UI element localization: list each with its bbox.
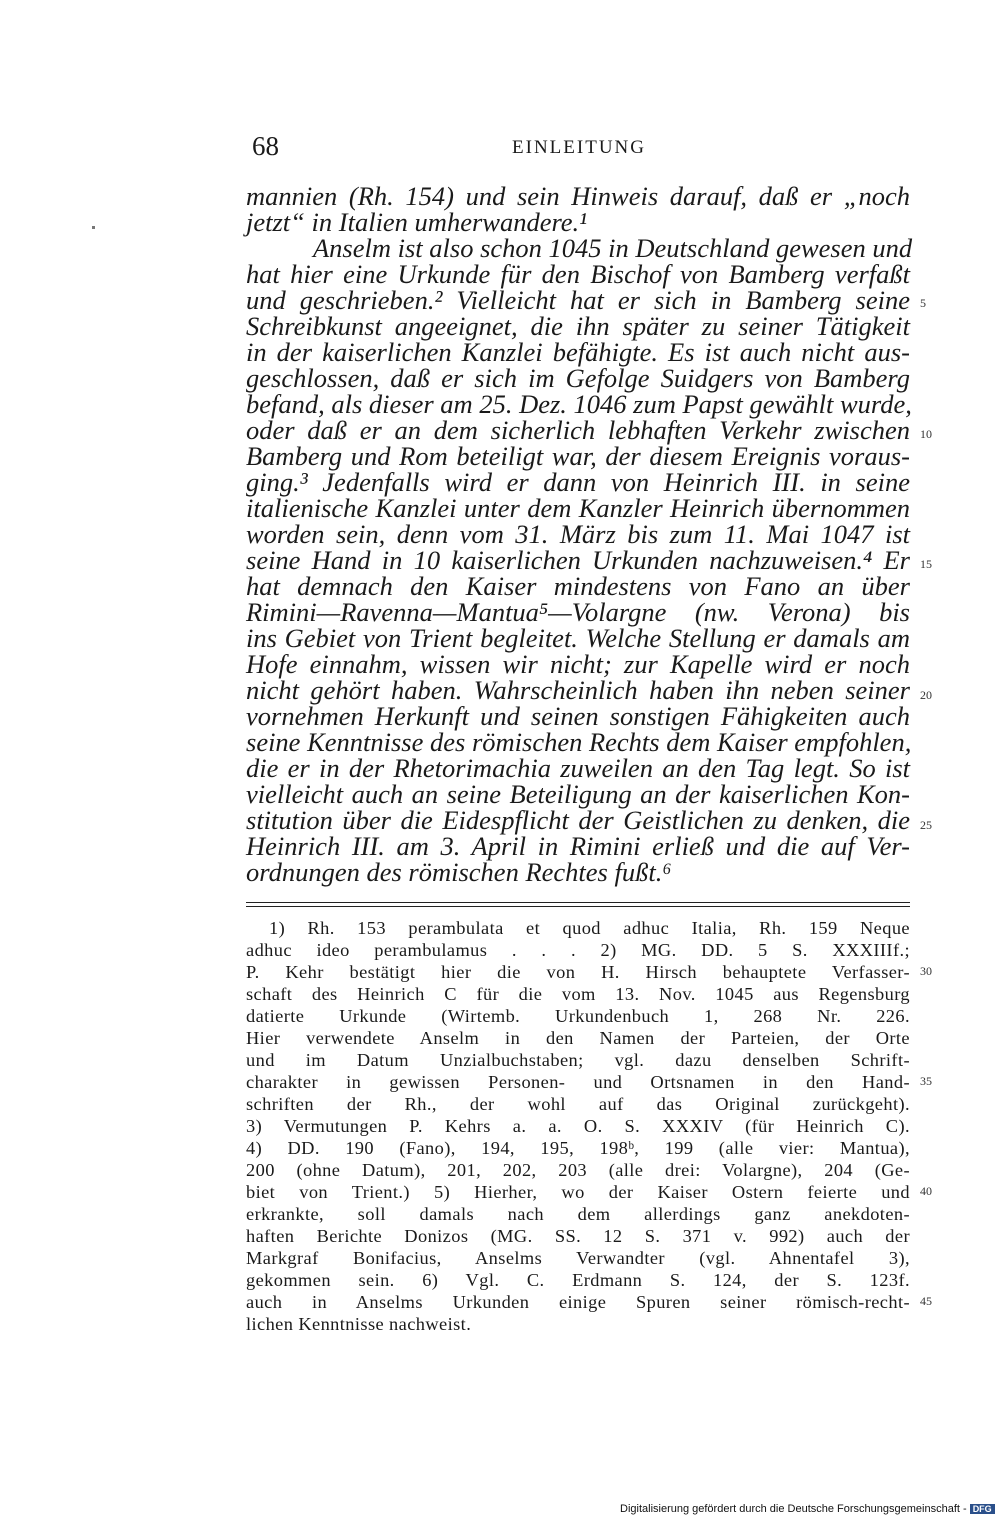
body-line: Anselm ist also schon 1045 in Deutschland gewesen und bbox=[313, 233, 913, 263]
body-line: oder daß er an dem sicherlich lebhaften Verkehr zwischen bbox=[246, 415, 910, 445]
body-line: geschlossen, daß er sich im Gefolge Suidgers von Bamberg bbox=[246, 363, 910, 393]
page-number: 68 bbox=[252, 131, 279, 161]
body-line: seine Hand in 10 kaiserlichen Urkunden nachzuweisen.⁴ Er bbox=[246, 545, 910, 575]
body-line: Schreibkunst angeeignet, die ihn später zu seiner Tätigkeit bbox=[246, 311, 910, 341]
body-line: ins Gebiet von Trient begleitet. Welche Stellung er damals am bbox=[246, 623, 910, 653]
footnote-line: 200 (ohne Datum), 201, 202, 203 (alle drei: Volargne), 204 (Ge- bbox=[246, 1160, 910, 1180]
footnote-line: Hier verwendete Anselm in den Namen der Parteien, der Orte bbox=[246, 1028, 910, 1048]
footnote-line: auch in Anselms Urkunden einige Spuren seiner römisch-recht- bbox=[246, 1292, 910, 1312]
footnote-line: haften Berichte Donizos (MG. SS. 12 S. 371 v. 992) auch der bbox=[246, 1226, 910, 1246]
footnote-line: P. Kehr bestätigt hier die von H. Hirsch behauptete Verfasser- bbox=[246, 962, 910, 982]
digitization-credit bbox=[620, 1503, 995, 1515]
footnote-line: adhuc ideo perambulamus . . . 2) MG. DD. 5 S. XXXIIIf.; bbox=[246, 940, 910, 960]
line-number: 20 bbox=[920, 688, 932, 702]
body-line: Hofe einnahm, wissen wir nicht; zur Kapelle wird er noch bbox=[246, 649, 910, 679]
body-line: vornehmen Herkunft und seinen sonstigen Fähigkeiten auch bbox=[246, 701, 910, 731]
line-number: 30 bbox=[920, 964, 932, 978]
body-line: hat demnach den Kaiser mindestens von Fano an über bbox=[246, 571, 910, 601]
line-number: 40 bbox=[920, 1184, 932, 1198]
footnote-line: erkrankte, soll damals nach dem allerdings ganz anekdoten- bbox=[246, 1204, 910, 1224]
body-line: die er in der Rhetorimachia zuweilen an den Tag legt. So ist bbox=[246, 753, 910, 783]
line-number: 10 bbox=[920, 427, 932, 441]
line-number: 25 bbox=[920, 818, 932, 832]
body-line: und geschrieben.² Vielleicht hat er sich in Bamberg seine bbox=[246, 285, 910, 315]
body-line: Bamberg und Rom beteiligt war, der diesem Ereignis voraus- bbox=[246, 441, 910, 471]
footnote-line: Markgraf Bonifacius, Anselms Verwandter (vgl. Ahnentafel 3), bbox=[246, 1248, 910, 1268]
body-line: Heinrich III. am 3. April in Rimini erließ und die auf Ver- bbox=[246, 831, 910, 861]
body-line: jetzt“ in Italien umherwandere.¹ bbox=[246, 207, 588, 237]
body-line: hat hier eine Urkunde für den Bischof von Bamberg verfaßt bbox=[246, 259, 910, 289]
body-line: italienische Kanzlei unter dem Kanzler Heinrich übernommen bbox=[246, 493, 910, 523]
footnote-line: und im Datum Unzialbuchstaben; vgl. dazu denselben Schrift- bbox=[246, 1050, 910, 1070]
body-line: nicht gehört haben. Wahrscheinlich haben ihn neben seiner bbox=[246, 675, 910, 705]
footnote-line: 1) Rh. 153 perambulata et quod adhuc Italia, Rh. 159 Neque bbox=[269, 918, 910, 938]
dfg-logo: DFG bbox=[970, 1504, 995, 1514]
body-line: worden sein, denn vom 31. März bis zum 11. Mai 1047 ist bbox=[246, 519, 910, 549]
body-line: seine Kenntnisse des römischen Rechts dem Kaiser empfohlen, bbox=[246, 727, 912, 757]
footnote-line: datierte Urkunde (Wirtemb. Urkundenbuch 1, 268 Nr. 226. bbox=[246, 1006, 910, 1026]
footnote-line: 4) DD. 190 (Fano), 194, 195, 198ᵇ, 199 (alle vier: Mantua), bbox=[246, 1138, 910, 1158]
line-number: 5 bbox=[920, 296, 926, 310]
body-line: ging.³ Jedenfalls wird er dann von Heinrich III. in seine bbox=[246, 467, 910, 497]
footnote-line: 3) Vermutungen P. Kehrs a. a. O. S. XXXIV (für Heinrich C). bbox=[246, 1116, 910, 1136]
footnote-separator-top bbox=[246, 902, 910, 903]
body-line: in der kaiserlichen Kanzlei befähigte. Es ist auch nicht aus- bbox=[246, 337, 910, 367]
footnote-line: gekommen sein. 6) Vgl. C. Erdmann S. 124, der S. 123f. bbox=[246, 1270, 910, 1290]
body-line: mannien (Rh. 154) und sein Hinweis darauf, daß er „noch bbox=[246, 181, 910, 211]
body-line: ordnungen des römischen Rechtes fußt.⁶ bbox=[246, 857, 672, 887]
running-head: EINLEITUNG bbox=[512, 137, 646, 158]
body-line: Rimini—Ravenna—Mantua⁵—Volargne (nw. Verona) bis bbox=[246, 597, 910, 627]
page-header bbox=[252, 131, 906, 171]
footnote-line: schaft des Heinrich C für die vom 13. Nov. 1045 aus Regensburg bbox=[246, 984, 910, 1004]
footnote-line: biet von Trient.) 5) Hierher, wo der Kaiser Ostern feierte und bbox=[246, 1182, 910, 1202]
footnote-line: schriften der Rh., der wohl auf das Original zurückgeht). bbox=[246, 1094, 910, 1114]
footnote-separator-bottom bbox=[246, 906, 910, 907]
line-number: 15 bbox=[920, 557, 932, 571]
body-line: vielleicht auch an seine Beteiligung an der kaiserlichen Kon- bbox=[246, 779, 910, 809]
digitization-credit-text: Digitalisierung gefördert durch die Deutsche Forschungsgemeinschaft - bbox=[620, 1503, 967, 1515]
scan-speck bbox=[92, 226, 95, 229]
footnote-line: charakter in gewissen Personen- und Ortsnamen in den Hand- bbox=[246, 1072, 910, 1092]
line-number: 45 bbox=[920, 1294, 932, 1308]
body-line: stitution über die Eidespflicht der Geistlichen zu denken, die bbox=[246, 805, 910, 835]
line-number: 35 bbox=[920, 1074, 932, 1088]
body-line: befand, als dieser am 25. Dez. 1046 zum Papst gewählt wurde, bbox=[246, 389, 912, 419]
footnote-line: lichen Kenntnisse nachweist. bbox=[246, 1314, 472, 1334]
